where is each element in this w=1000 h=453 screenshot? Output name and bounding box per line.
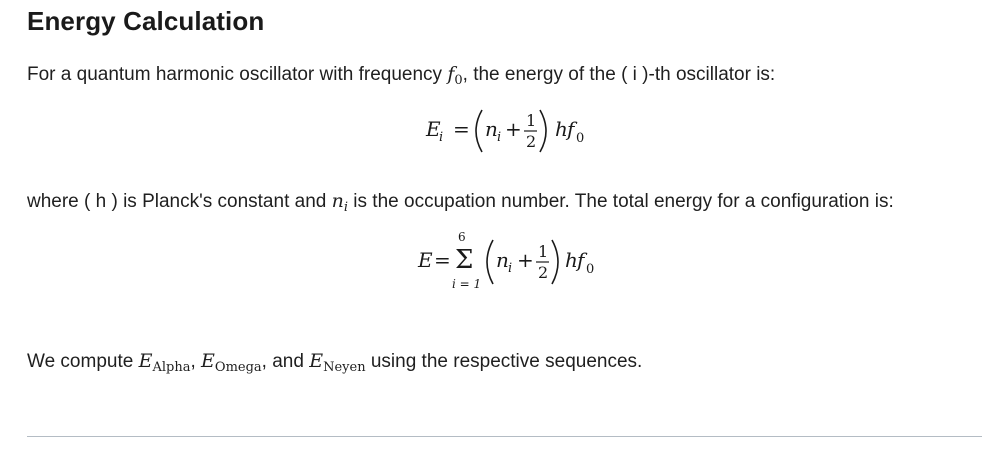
eq1-equals: =	[453, 117, 470, 141]
eq1-n-subscript: i	[497, 130, 502, 145]
eq2-plus: +	[517, 248, 534, 272]
eq2-fraction-numerator: 1	[538, 242, 549, 261]
eq2-fraction-denominator: 2	[538, 263, 549, 282]
p2-text-after: is the occupation number. The total energy for a configuration is:	[348, 191, 894, 212]
eq1-left-paren	[476, 110, 482, 152]
equation-single-energy	[0, 100, 1000, 160]
p3-text-before: We compute	[27, 351, 139, 372]
eq2-n-subscript: i	[508, 261, 513, 276]
section-divider	[27, 436, 982, 437]
eq2-f: f	[577, 248, 585, 272]
p1-text-before: For a quantum harmonic oscillator with frequency	[27, 64, 448, 85]
p3-separator-1: ,	[190, 351, 202, 372]
eq1-lhs-subscript: i	[439, 130, 444, 145]
eq2-n: n	[496, 248, 509, 272]
energy-omega-subscript: Omega	[214, 360, 262, 375]
energy-alpha-symbol: E	[138, 350, 153, 372]
energy-neyen-subscript: Neyen	[323, 360, 366, 375]
eq2-sum-lower-limit: i = 1	[452, 277, 482, 291]
p1-text-after: , the energy of the ( i )-th oscillator is:	[462, 64, 776, 85]
p3-text-after: using the respective sequences.	[365, 351, 643, 372]
energy-alpha-subscript: Alpha	[152, 360, 191, 375]
energy-omega-symbol: E	[201, 350, 215, 372]
equation-total-energy-svg	[0, 226, 1000, 296]
eq1-lhs: E	[426, 117, 441, 141]
frequency-symbol: f	[447, 63, 455, 85]
equation-single-energy-svg	[0, 100, 1000, 160]
eq1-f: f	[567, 117, 575, 141]
occupation-symbol: n	[331, 190, 344, 212]
paragraph-compute-energies	[27, 349, 642, 374]
eq2-h: h	[565, 248, 578, 272]
eq2-lhs: E	[418, 248, 433, 272]
eq2-right-paren	[552, 240, 558, 284]
equation-total-energy	[0, 226, 1000, 296]
eq2-sigma: Σ	[455, 245, 474, 275]
energy-neyen-symbol: E	[309, 350, 324, 372]
eq1-right-paren	[540, 110, 546, 152]
occupation-subscript: i	[343, 200, 349, 215]
eq1-plus: +	[505, 117, 522, 141]
frequency-subscript: 0	[454, 73, 463, 88]
eq2-f-subscript: 0	[586, 262, 595, 277]
eq1-f-subscript: 0	[576, 131, 585, 146]
eq2-left-paren	[487, 240, 493, 284]
paragraph-oscillator-intro	[27, 62, 775, 87]
eq1-n: n	[485, 117, 498, 141]
p3-separator-2: , and	[261, 351, 310, 372]
p2-text-before: where ( h ) is Planck's constant and	[27, 191, 332, 212]
eq1-fraction-numerator: 1	[526, 111, 537, 130]
paragraph-planck-definition	[27, 189, 894, 214]
section-title: Energy Calculation	[27, 6, 265, 36]
eq1-fraction-denominator: 2	[526, 132, 537, 151]
eq1-h: h	[555, 117, 568, 141]
eq2-equals: =	[434, 248, 451, 272]
eq2-sum-upper-limit: 6	[458, 230, 466, 244]
